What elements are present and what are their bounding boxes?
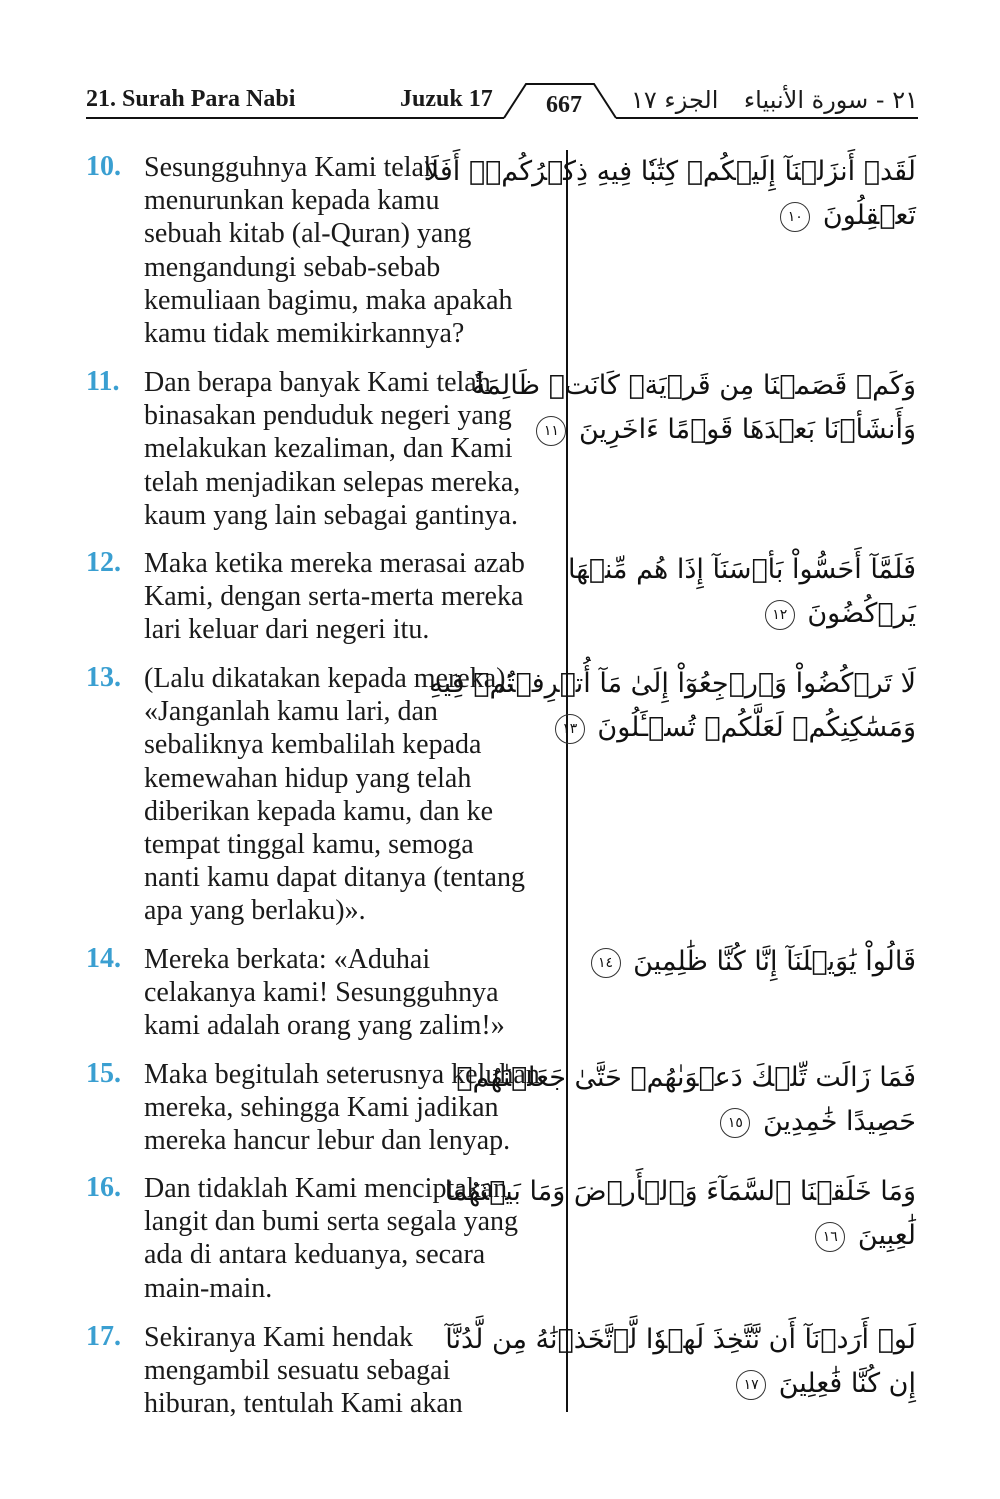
arabic-line: إِن كُنَّا فَٰعِلِينَ: [778, 1368, 916, 1399]
arabic-line: لَٰعِبِينَ: [857, 1220, 916, 1251]
verse-text: Sesungguhnya Kami telah menurunkan kepada kamu sebuah kitab (al-Quran) yang mengandungi sebab-sebab kemuliaan bagimu, maka apakah kamu tidak memikirkannya?: [144, 152, 513, 350]
verse-text: Sekiranya Kami hendak mengambil sesuatu sebagai hiburan, tentulah Kami akan: [144, 1322, 463, 1420]
verse-number: 12.: [86, 547, 121, 578]
verse-number: 15.: [86, 1058, 121, 1089]
arabic-verse: [568, 548, 916, 636]
arabic-line: لَوۡ أَرَدۡنَآ أَن نَّتَّخِذَ لَهۡوٗا لَّٱتَّخَذۡنَٰهُ مِن لَّدُنَّآ: [445, 1324, 916, 1355]
arabic-line: يَرۡكُضُونَ: [807, 598, 916, 629]
page-header: [86, 78, 918, 122]
arabic-verse: [471, 364, 916, 452]
verse-text: Mereka berkata: «Aduhai celakanya kami! Sesungguhnya kami adalah orang yang zalim!»: [144, 944, 505, 1042]
arabic-line: وَكَمۡ قَصَمۡنَا مِن قَرۡيَةٖ كَانَتۡ ظَالِمَةٗ: [471, 370, 916, 401]
column-divider: [566, 150, 568, 1412]
verse-number: 17.: [86, 1321, 121, 1352]
arabic-line: تَعۡقِلُونَ: [822, 200, 916, 231]
arabic-verse: [423, 150, 916, 238]
ayah-number-marker: ١٦: [815, 1222, 845, 1252]
ayah-number-marker: ١٢: [765, 600, 795, 630]
arabic-line: قَالُواْ يَٰوَيۡلَنَآ إِنَّا كُنَّا ظَٰلِمِينَ: [633, 946, 916, 977]
ayah-number-marker: ١٣: [555, 714, 585, 744]
arabic-line: وَمَا خَلَقۡنَا ٱلسَّمَآءَ وَٱلۡأَرۡضَ وَمَا بَيۡنَهُمَا: [444, 1176, 916, 1207]
ayah-number-marker: ١٧: [736, 1370, 766, 1400]
verse-number: 13.: [86, 662, 121, 693]
arabic-line: فَمَا زَالَت تِّلۡكَ دَعۡوَىٰهُمۡ حَتَّىٰ جَعَلۡنَٰهُمۡ: [456, 1062, 916, 1093]
arabic-line-end: [594, 194, 916, 238]
arabic-verse: [444, 1170, 916, 1258]
arabic-line: لَقَدۡ أَنزَلۡنَآ إِلَيۡكُمۡ كِتَٰبٗا فِيهِ ذِكۡرُكُمۡۚ أَفَلَا: [423, 156, 916, 187]
arabic-verse: [594, 940, 916, 984]
arabic-line-end: [594, 1362, 916, 1406]
arabic-line: لَا تَرۡكُضُواْ وَٱرۡجِعُوٓاْ إِلَىٰ مَآ أُتۡرِفۡتُمۡ فِيهِ: [429, 668, 916, 699]
verse-text: (Lalu dikatakan kepada mereka): «Janganlah kamu lari, dan sebaliknya kembalilah kepada kemewahan hidup yang telah diberikan kepada kamu, dan ke tempat tinggal kamu, semoga nanti kamu dapat ditanya (tentang apa yang berlaku)».: [144, 663, 525, 927]
verse-text: Maka begitulah seterusnya keluhan mereka, sehingga Kami jadikan mereka hancur lebur dan lenyap.: [144, 1059, 540, 1157]
arabic-verse: [456, 1056, 916, 1144]
verse-translation: [86, 943, 560, 1043]
verse-text: Dan tidaklah Kami menciptakan langit dan bumi serta segala yang ada di antara keduanya, secara main-main.: [144, 1173, 518, 1304]
verse-text: Maka ketika mereka merasai azab Kami, dengan serta-merta mereka lari keluar dari negeri itu.: [144, 548, 525, 646]
arabic-line-end: [543, 408, 916, 452]
arabic-line-end: [594, 940, 916, 984]
verse-number: 10.: [86, 151, 121, 182]
verse-number: 11.: [86, 366, 120, 397]
verse-text: Dan berapa banyak Kami telah binasakan penduduk negeri yang melakukan kezaliman, dan Kami telah menjadikan selepas mereka, kaum yang lain sebagai gantinya.: [144, 367, 521, 531]
arabic-line-end: [594, 1214, 916, 1258]
verse-number: 14.: [86, 943, 121, 974]
ayah-number-marker: ١٠: [780, 202, 810, 232]
page-number: 667: [546, 92, 582, 118]
arabic-verse: [429, 662, 916, 750]
arabic-juz-label: الجزء ١٧: [631, 86, 719, 114]
ayah-number-marker: ١١: [536, 416, 566, 446]
verse-translation: [86, 547, 560, 647]
juzuk-label: Juzuk 17: [400, 86, 493, 112]
surah-title: 21. Surah Para Nabi: [86, 86, 296, 112]
arabic-line: وَأَنشَأۡنَا بَعۡدَهَا قَوۡمًا ءَاخَرِينَ: [578, 414, 916, 445]
arabic-line: حَصِيدًا خَٰمِدِينَ: [762, 1106, 916, 1137]
arabic-verse: [445, 1318, 916, 1406]
arabic-line: فَلَمَّآ أَحَسُّواْ بَأۡسَنَآ إِذَا هُم مِّنۡهَا: [568, 554, 916, 585]
ayah-number-marker: ١٤: [591, 948, 621, 978]
verse-number: 16.: [86, 1172, 121, 1203]
arabic-line-end: [594, 592, 916, 636]
ayah-number-marker: ١٥: [720, 1108, 750, 1138]
arabic-line: وَمَسَٰكِنِكُمۡ لَعَلَّكُمۡ تُسۡـَٔلُونَ: [597, 712, 916, 743]
arabic-line-end: [594, 1100, 916, 1144]
arabic-line-end: [562, 706, 916, 750]
arabic-surah-title: ٢١ - سورة الأنبياء: [743, 86, 918, 114]
